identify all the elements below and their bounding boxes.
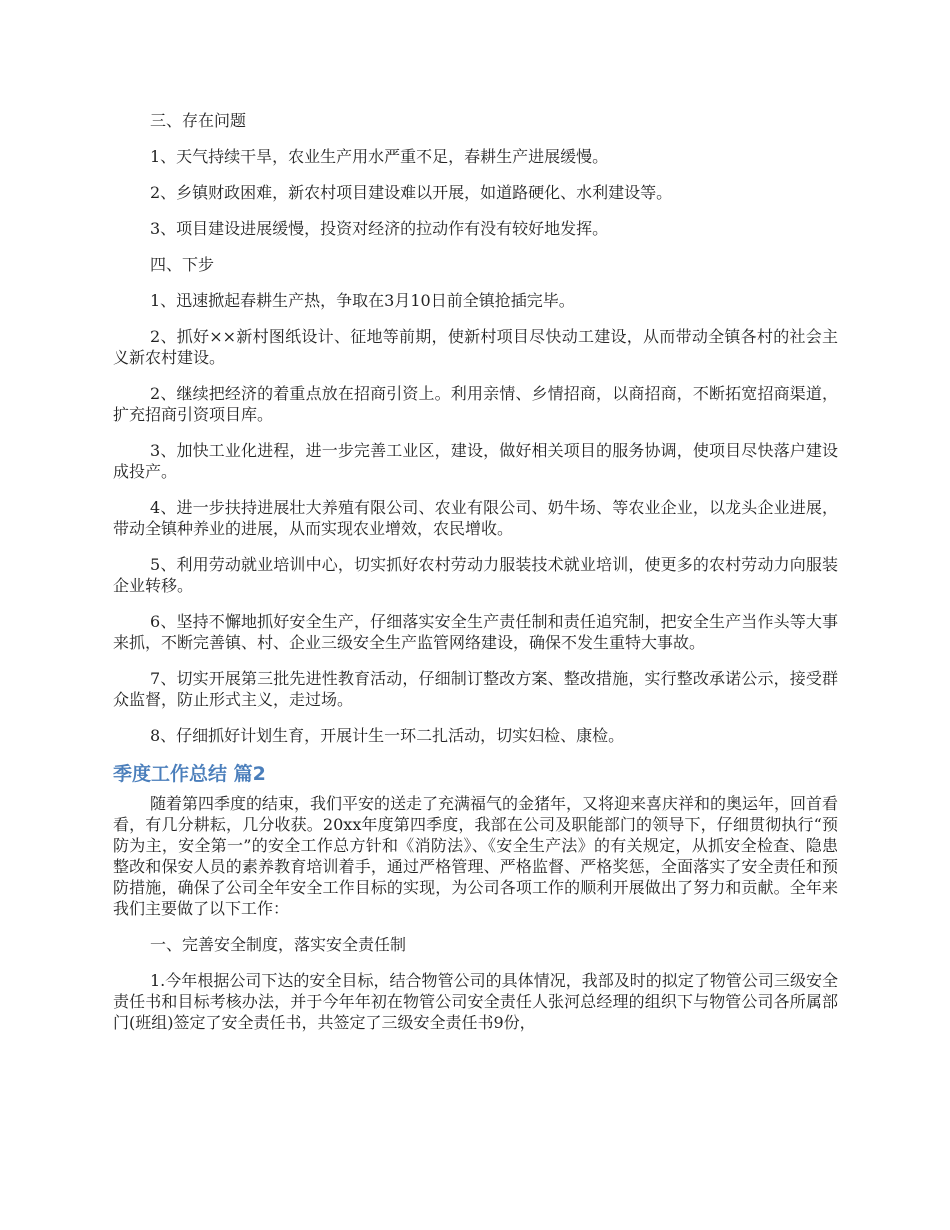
paragraph: 4、进一步扶持进展壮大养殖有限公司、农业有限公司、奶牛场、等农业企业，以龙头企业进展，带动全镇种养业的进展，从而实现农业增效，农民增收。 (113, 498, 838, 538)
paragraph: 1、迅速掀起春耕生产热，争取在3月10日前全镇抢插完毕。 (150, 291, 575, 310)
paragraph: 2、继续把经济的着重点放在招商引资上。利用亲情、乡情招商，以商招商，不断拓宽招商渠道，扩充招商引资项目库。 (113, 384, 838, 424)
paragraph: 四、下步 (150, 255, 215, 274)
section-1 (113, 110, 838, 746)
paragraph: 三、存在问题 (150, 111, 247, 130)
paragraph: 5、利用劳动就业培训中心，切实抓好农村劳动力服装技术就业培训，使更多的农村劳动力向服装企业转移。 (113, 555, 838, 595)
section-heading: 季度工作总结 篇2 (113, 763, 266, 785)
paragraph: 7、切实开展第三批先进性教育活动，仔细制订整改方案、整改措施，实行整改承诺公示，接受群众监督，防止形式主义，走过场。 (113, 669, 838, 709)
paragraph: 6、坚持不懈地抓好安全生产，仔细落实安全生产责任制和责任追究制，把安全生产当作头等大事来抓，不断完善镇、村、企业三级安全生产监管网络建设，确保不发生重特大事故。 (113, 612, 838, 652)
document-page (113, 110, 838, 1048)
paragraph: 1.今年根据公司下达的安全目标，结合物管公司的具体情况，我部及时的拟定了物管公司三级安全责任书和目标考核办法，并于今年年初在物管公司安全责任人张河总经理的组织下与物管公司各所属部门(班组)签定了安全责任书，共签定了三级安全责任书9份， (113, 971, 838, 1032)
paragraph: 2、抓好××新村图纸设计、征地等前期，使新村项目尽快动工建设，从而带动全镇各村的社会主义新农村建设。 (113, 327, 838, 367)
paragraph: 8、仔细抓好计划生育，开展计生一环二扎活动，切实妇检、康检。 (150, 726, 625, 745)
paragraph: 3、项目建设进展缓慢，投资对经济的拉动作有没有较好地发挥。 (150, 219, 609, 238)
paragraph: 2、乡镇财政困难，新农村项目建设难以开展，如道路硬化、水利建设等。 (150, 183, 673, 202)
paragraph: 1、天气持续干旱，农业生产用水严重不足，春耕生产进展缓慢。 (150, 147, 609, 166)
paragraph: 一、完善安全制度，落实安全责任制 (150, 935, 407, 954)
paragraph: 3、加快工业化进程，进一步完善工业区，建设，做好相关项目的服务协调，使项目尽快落户建设成投产。 (113, 441, 838, 481)
paragraph: 随着第四季度的结束，我们平安的送走了充满福气的金猪年，又将迎来喜庆祥和的奥运年，回首看看，有几分耕耘，几分收获。20xx年度第四季度，我部在公司及职能部门的领导下，仔细贯彻执行“预防为主，安全第一”的安全工作总方针和《消防法》、《安全生产法》的有关规定，从抓安全检查、隐患整改和保安人员的素养教育培训着手，通过严格管理、严格监督、严格奖惩，全面落实了安全责任和预防措施，确保了公司全年安全工作目标的实现，为公司各项工作的顺利开展做出了努力和贡献。全年来我们主要做了以下工作： (113, 794, 839, 918)
section-2 (113, 793, 838, 1033)
